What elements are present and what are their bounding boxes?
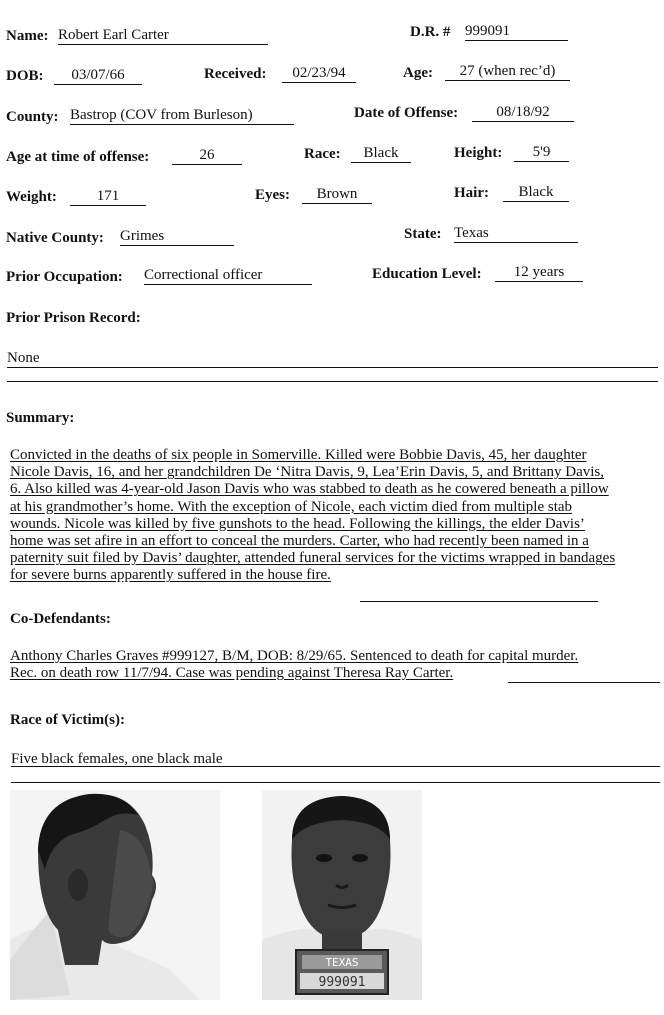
age-label: Age:: [403, 65, 433, 81]
state-value: Texas: [454, 225, 578, 243]
state-label: State:: [404, 226, 442, 242]
divider-line: [11, 766, 660, 767]
education-level-value: 12 years: [495, 264, 583, 282]
summary-line: for severe burns apparently suffered in the house fire.: [10, 567, 331, 584]
prior-prison-record-label: Prior Prison Record:: [6, 310, 141, 326]
received-label: Received:: [204, 66, 267, 82]
prior-occupation-label: Prior Occupation:: [6, 269, 123, 285]
dr-number-value: 999091: [465, 23, 568, 41]
weight-value: 171: [70, 188, 146, 206]
divider-line: [7, 367, 658, 368]
mugshot-placard-number: 999091: [318, 975, 366, 990]
name-value: Robert Earl Carter: [58, 27, 268, 45]
name-label: Name:: [6, 28, 49, 44]
summary-line: at his grandmother’s home. With the exception of Nicole, each victim died from multiple stab: [10, 498, 573, 515]
height-label: Height:: [454, 145, 503, 161]
hair-value: Black: [503, 184, 569, 202]
prior-prison-record-value: None: [7, 350, 40, 366]
prior-occupation-value: Correctional officer: [144, 267, 312, 285]
summary-line: wounds. Nicole was killed by five gunshots to the head. Following the killings, the elder Davis’: [10, 515, 585, 532]
divider-line: [7, 381, 658, 382]
co-defendants-text: [10, 648, 660, 682]
dr-number-label: D.R. #: [410, 24, 451, 40]
divider-line: [11, 782, 660, 783]
county-value: Bastrop (COV from Burleson): [70, 107, 294, 125]
summary-line: Convicted in the deaths of six people in Somerville. Killed were Bobbie Davis, 45, her daughter: [10, 447, 587, 463]
front-mugshot-photo: [262, 790, 422, 1000]
mugshot-placard-state: TEXAS: [325, 956, 359, 969]
dob-label: DOB:: [6, 68, 44, 84]
age-at-offense-value: 26: [172, 147, 242, 165]
race-value: Black: [351, 145, 411, 163]
co-defendants-line: Anthony Charles Graves #999127, B/M, DOB: 8/29/65. Sentenced to death for capital murder.: [10, 648, 579, 664]
race-of-victims-label: Race of Victim(s):: [10, 712, 125, 728]
summary-line: 6. Also killed was 4-year-old Jason Davis who was stabbed to death as he cowered beneath a pillow: [10, 481, 609, 498]
received-value: 02/23/94: [282, 65, 356, 83]
hair-label: Hair:: [454, 185, 489, 201]
summary-line: paternity suit filed by Davis’ daughter, attended funeral services for the victims wrapped in bandages: [10, 550, 616, 567]
co-defendants-label: Co-Defendants:: [10, 611, 111, 627]
weight-label: Weight:: [6, 189, 57, 205]
age-value: 27 (when rec’d): [445, 63, 570, 81]
native-county-value: Grimes: [120, 228, 234, 246]
native-county-label: Native County:: [6, 230, 104, 246]
divider-line: [360, 601, 598, 602]
date-of-offense-value: 08/18/92: [472, 104, 574, 122]
eyes-value: Brown: [302, 186, 372, 204]
county-label: County:: [6, 109, 59, 125]
race-of-victims-value: Five black females, one black male: [11, 751, 223, 767]
eyes-label: Eyes:: [255, 187, 290, 203]
summary-text: [10, 447, 660, 585]
co-defendants-line: Rec. on death row 11/7/94. Case was pending against Theresa Ray Carter.: [10, 665, 454, 682]
profile-mugshot-photo: [10, 790, 220, 1000]
height-value: 5'9: [514, 144, 569, 162]
age-at-offense-label: Age at time of offense:: [6, 149, 150, 165]
race-label: Race:: [304, 146, 341, 162]
divider-line: [508, 682, 660, 683]
education-level-label: Education Level:: [372, 266, 482, 282]
dob-value: 03/07/66: [54, 67, 142, 85]
summary-label: Summary:: [6, 410, 75, 426]
summary-line: Nicole Davis, 16, and her grandchildren De ‘Nitra Davis, 9, Lea’Erin Davis, 5, and Brittany Davis,: [10, 464, 604, 481]
date-of-offense-label: Date of Offense:: [354, 105, 459, 121]
summary-line: home was set afire in an effort to conceal the murders. Carter, who had recently been named in a: [10, 533, 589, 550]
